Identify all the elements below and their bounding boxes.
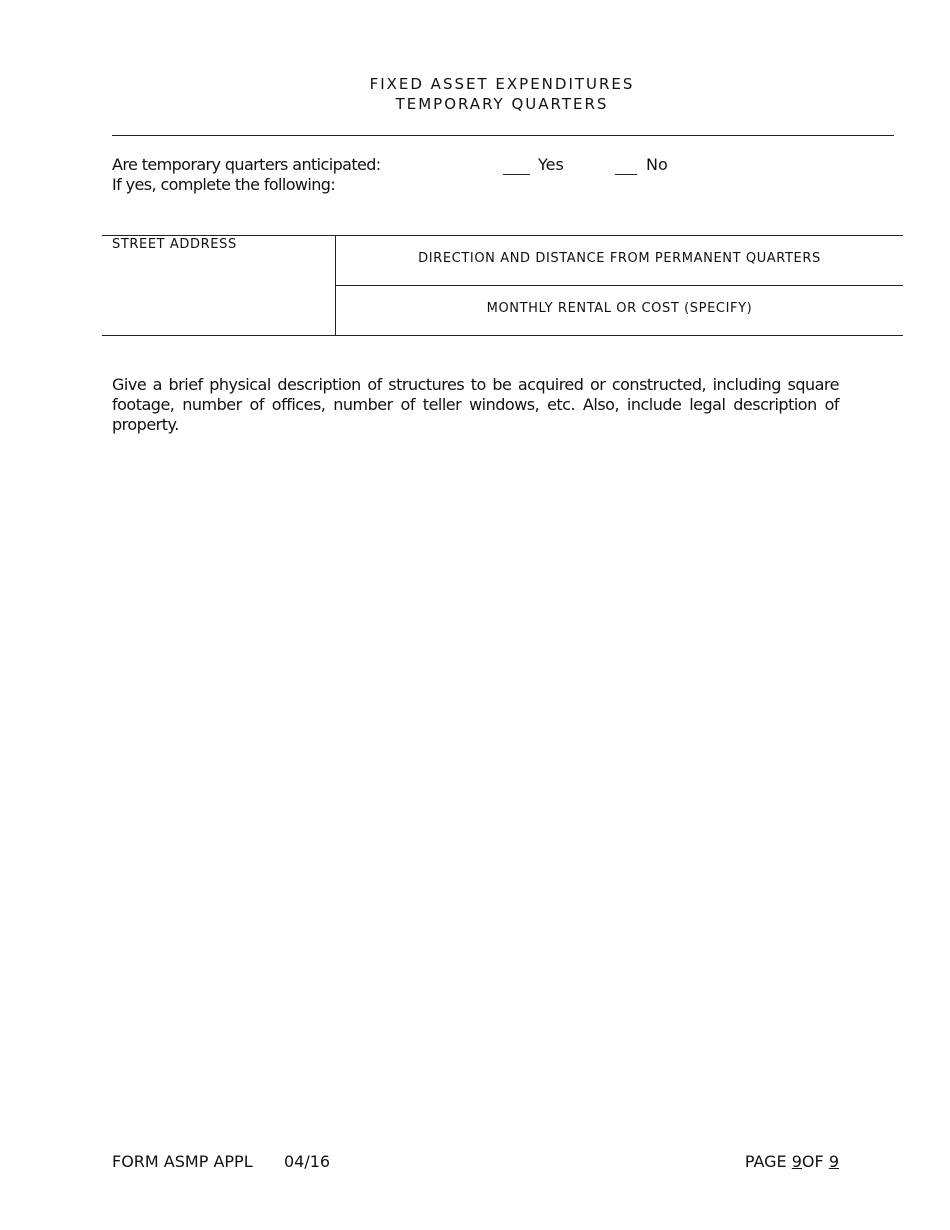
monthly-rental-label: MONTHLY RENTAL OR COST (SPECIFY)	[486, 301, 753, 316]
form-subtitle: TEMPORARY QUARTERS	[395, 95, 609, 113]
header-divider	[112, 135, 894, 136]
temporary-quarters-table	[102, 235, 903, 336]
direction-distance-label: DIRECTION AND DISTANCE FROM PERMANENT QUARTERS	[418, 251, 821, 266]
description-area[interactable]	[112, 445, 839, 1135]
form-title: FIXED ASSET EXPENDITURES	[369, 75, 635, 93]
page-of: OF	[801, 1152, 824, 1171]
form-date: 04/16	[284, 1152, 331, 1171]
no-label: No	[646, 155, 668, 174]
yes-blank[interactable]	[503, 174, 530, 175]
page-number	[745, 1152, 839, 1171]
direction-distance-field[interactable]	[336, 236, 903, 285]
no-blank[interactable]	[615, 174, 637, 175]
temporary-quarters-question: Are temporary quarters anticipated:	[112, 155, 381, 174]
street-address-label: STREET ADDRESS	[112, 237, 237, 252]
page-prefix: PAGE	[744, 1152, 787, 1171]
page-current: 9	[791, 1152, 802, 1171]
monthly-rental-field[interactable]	[336, 286, 903, 335]
form-id: FORM ASMP APPL	[112, 1152, 253, 1171]
yes-label: Yes	[538, 155, 564, 174]
table-bottom-border	[102, 335, 903, 336]
page-total: 9	[828, 1152, 839, 1171]
description-instructions: Give a brief physical description of structures to be acquired or constructed, including square footage, number of offices, number of teller windows, etc. Also, include legal description of property.	[112, 375, 839, 434]
street-address-field[interactable]	[102, 236, 335, 335]
followup-instruction: If yes, complete the following:	[112, 175, 336, 194]
